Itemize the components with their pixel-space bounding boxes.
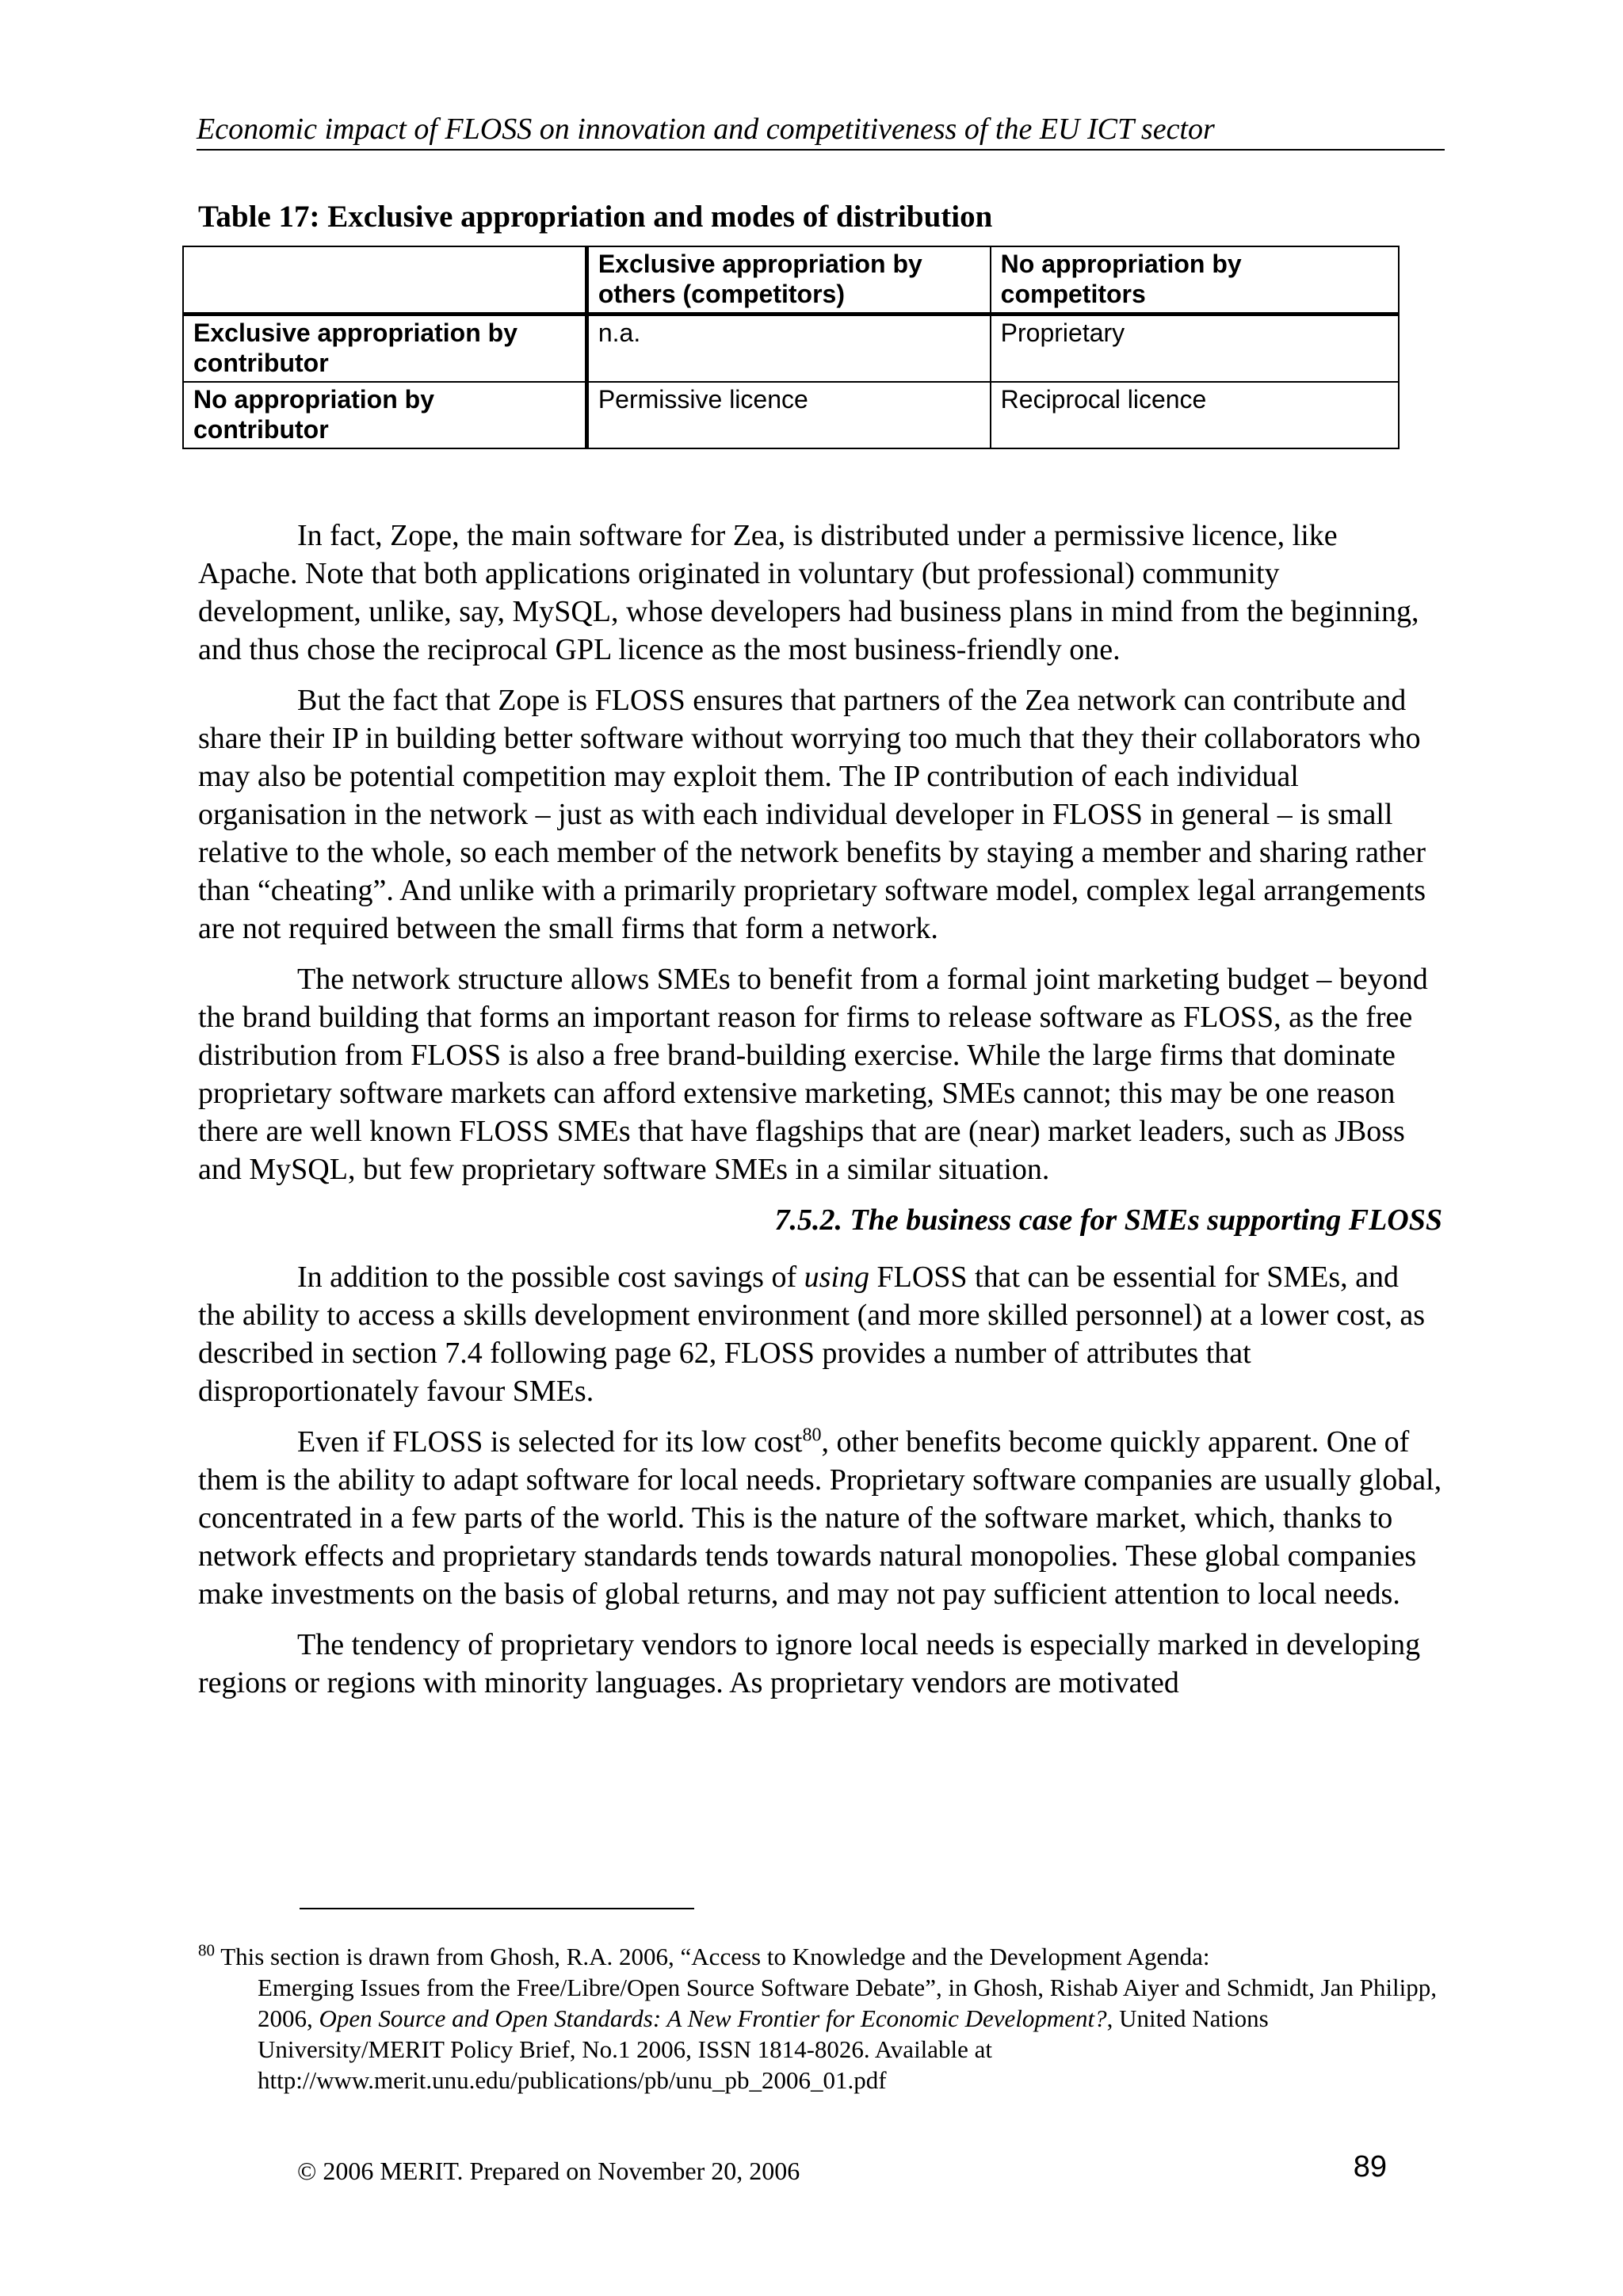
page-number: 89 (1353, 2150, 1387, 2183)
table-cell: Proprietary (991, 315, 1399, 383)
paragraph: In addition to the possible cost savings of using FLOSS that can be essential for SMEs, and the ability to access a skills development environment (and more skilled personnel) at a lower cost, as described in section 7.4 following page 62, FLOSS provides a number of attributes that disproportionately favour SMEs. (198, 1261, 1426, 1408)
body-text (198, 517, 1442, 1714)
footnote: $^{80}$ This section is drawn from Ghosh, R.A. 2006, “Access to Knowledge and the Development Agenda: Emerging Issues from the Free/Libre/Open Source Software Debate”, in Ghosh, Rishab Aiyer and Schmidt, Jan Philipp, 2006, Open Source and Open Standards: A New Frontier for Economic Development?, United Nations University/MERIT Policy Brief, No.1 2006, ISSN 1814-8026. Available at http://www.merit.unu.edu/publications/pb/unu_pb_2006_01.pdf (198, 1941, 1446, 2096)
footnote-reference[interactable]: 80 (802, 1425, 822, 1446)
table-cell: n.a. (586, 315, 990, 383)
footnote-number: 80 (198, 1940, 215, 1960)
footnote-separator (300, 1908, 694, 1909)
footnote-continuation: Emerging Issues from the Free/Libre/Open Source Software Debate”, in Ghosh, Rishab Aiyer and Schmidt, Jan Philipp, 2006, Open Source and Open Standards: A New Frontier for Economic Development?, United Nations University/MERIT Policy Brief, No.1 2006, ISSN 1814-8026. Available at http://www.merit.unu.edu/publications/pb/unu_pb_2006_01.pdf (258, 1974, 1437, 2094)
section-heading: 7.5.2. The business case for SMEs supporting FLOSS (774, 1203, 1442, 1237)
table-cell: Permissive licence (586, 382, 990, 448)
column-header: Exclusive appropriation by others (competitors) (586, 246, 990, 315)
paragraph: The network structure allows SMEs to benefit from a formal joint marketing budget – beyond the brand building that forms an important reason for firms to release software as FLOSS, as the free distribution from FLOSS is also a free brand-building exercise. While the large firms that dominate proprietary software markets can afford extensive marketing, SMEs cannot; this may be one reason there are well known FLOSS SMEs that have flagships that are (near) market leaders, such as JBoss and MySQL, but few proprietary software SMEs in a similar situation. (198, 963, 1428, 1186)
table-header-row (183, 246, 1399, 315)
distribution-table (182, 246, 1400, 449)
table-cell: Reciprocal licence (991, 382, 1399, 448)
paragraph: Even if FLOSS is selected for its low cost$^{80}$, other benefits become quickly apparent. One of them is the ability to adapt software for local needs. Proprietary software companies are usually global, concentrated in a few parts of the world. This is the nature of the software market, which, thanks to network effects and proprietary standards tends towards natural monopolies. These global companies make investments on the basis of global returns, and may not pay sufficient attention to local needs. (198, 1425, 1442, 1611)
table-corner-cell (183, 246, 586, 315)
emphasis: using (804, 1261, 869, 1294)
footer-copyright: © 2006 MERIT. Prepared on November 20, 2006 (297, 2157, 800, 2185)
row-header: Exclusive appropriation by contributor (183, 315, 586, 383)
paragraph: The tendency of proprietary vendors to ignore local needs is especially marked in developing regions or regions with minority languages. As proprietary vendors are motivated (198, 1628, 1421, 1699)
column-header: No appropriation by competitors (991, 246, 1399, 315)
table-caption: Table 17: Exclusive appropriation and modes of distribution (198, 200, 993, 234)
running-header: Economic impact of FLOSS on innovation and competitiveness of the EU ICT sector (197, 111, 1445, 151)
emphasis: Open Source and Open Standards: A New Frontier for Economic Development? (319, 2004, 1107, 2032)
row-header: No appropriation by contributor (183, 382, 586, 448)
table-row (183, 315, 1399, 383)
paragraph: In fact, Zope, the main software for Zea, is distributed under a permissive licence, like Apache. Note that both applications originated in voluntary (but professional) community development, unlike, say, MySQL, whose developers had business plans in mind from the beginning, and thus chose the reciprocal GPL licence as the most business-friendly one. (198, 519, 1419, 666)
table-row (183, 382, 1399, 448)
paragraph: But the fact that Zope is FLOSS ensures that partners of the Zea network can contribute and share their IP in building better software without worrying too much that they their collaborators who may also be potential competition may exploit them. The IP contribution of each individual organisation in the network – just as with each individual developer in FLOSS in general – is small relative to the whole, so each member of the network benefits by staying a member and sharing rather than “cheating”. And unlike with a primarily proprietary software model, complex legal arrangements are not required between the small firms that form a network. (198, 684, 1426, 945)
